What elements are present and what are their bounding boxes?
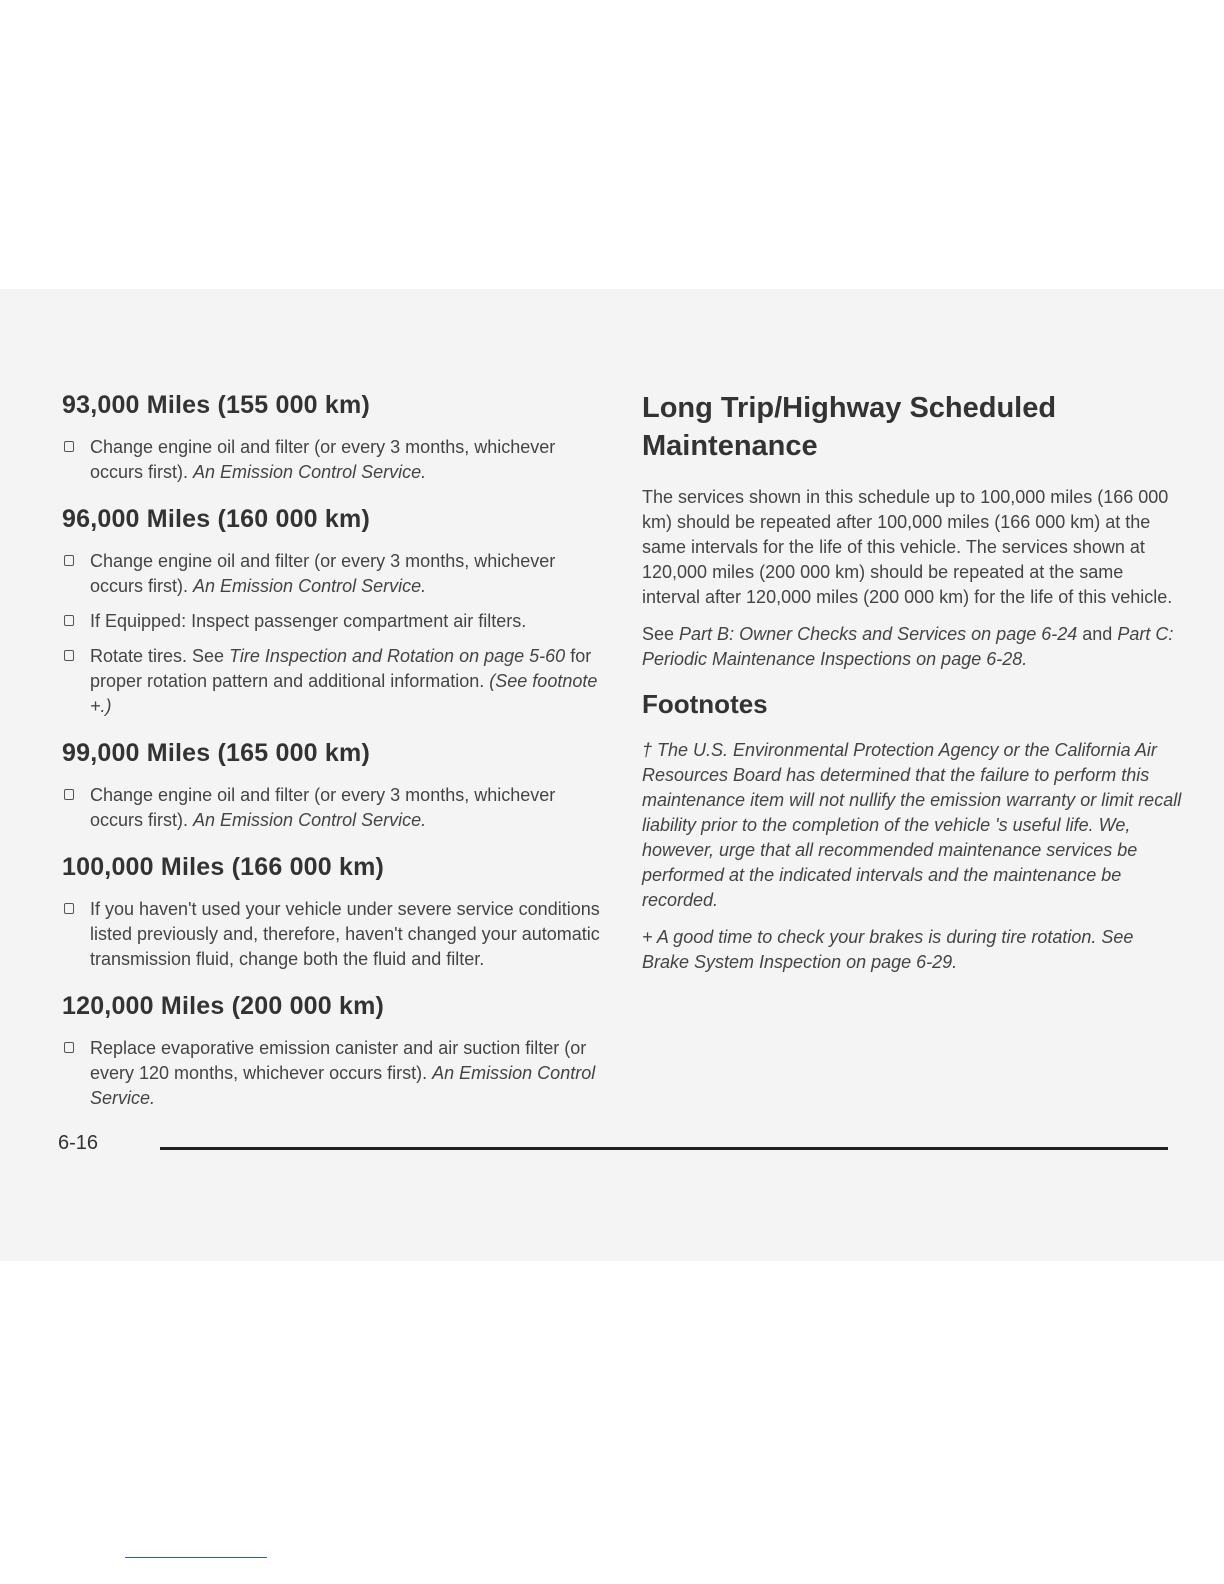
section-heading: 93,000 Miles (155 000 km) xyxy=(62,391,370,419)
checkbox-icon xyxy=(64,1042,74,1053)
checklist-item: If you haven't used your vehicle under severe service conditions listed previously and, therefore, haven't changed your automatic transmission fluid, change both the fluid and filter. xyxy=(62,897,610,972)
footer-rule xyxy=(160,1147,1168,1150)
dagger-footnote: † The U.S. Environmental Protection Agency or the California Air Resources Board has determined that the failure to perform this maintenance item will not nullify the emission warranty or limit recall liability prior to the completion of the vehicle 's useful life. We, however, urge that all recommended maintenance services be performed at the indicated intervals and the maintenance be recorded. xyxy=(642,740,1182,910)
section-heading: 120,000 Miles (200 000 km) xyxy=(62,992,385,1020)
checklist-item: Change engine oil and filter (or every 3 months, whichever occurs first). An Emission Control Service. xyxy=(62,435,610,485)
checklist-item: Rotate tires. See Tire Inspection and Rotation on page 5-60 for proper rotation pattern and additional information. (See footnote +.) xyxy=(62,644,610,719)
right-column xyxy=(642,389,1182,987)
section-99000 xyxy=(62,737,610,833)
see-also-paragraph: See Part B: Owner Checks and Services on page 6-24 and Part C: Periodic Maintenance Inspections on page 6-28. xyxy=(642,624,1174,669)
checklist-item: Change engine oil and filter (or every 3 months, whichever occurs first). An Emission Control Service. xyxy=(62,549,610,599)
footnotes-heading: Footnotes xyxy=(642,689,768,719)
page-number: 6-16 xyxy=(58,1132,99,1154)
bottom-link-underline xyxy=(125,1557,267,1558)
checkbox-icon xyxy=(64,441,74,452)
section-100000 xyxy=(62,851,610,972)
long-trip-title: Long Trip/Highway Scheduled Maintenance xyxy=(642,392,1057,462)
checkbox-icon xyxy=(64,903,74,914)
part-b-link[interactable]: Part B: Owner Checks and Services on page 6-24 xyxy=(679,624,1078,644)
section-heading: 100,000 Miles (166 000 km) xyxy=(62,853,385,881)
checkbox-icon xyxy=(64,615,74,626)
section-96000 xyxy=(62,503,610,719)
cross-reference-link[interactable]: Tire Inspection and Rotation on page 5-60 xyxy=(229,646,566,666)
part-c-link[interactable]: Part C: Periodic Maintenance Inspections on page 6-28. xyxy=(642,624,1174,669)
checklist-item: Change engine oil and filter (or every 3 months, whichever occurs first). An Emission Control Service. xyxy=(62,783,610,833)
section-heading: 96,000 Miles (160 000 km) xyxy=(62,505,370,533)
plus-footnote: + A good time to check your brakes is during tire rotation. See Brake System Inspection on page 6-29. xyxy=(642,927,1134,972)
checkbox-icon xyxy=(64,555,74,566)
section-93000 xyxy=(62,389,610,485)
checklist-item: Replace evaporative emission canister and air suction filter (or every 120 months, whichever occurs first). An Emission Control Service. xyxy=(62,1036,610,1111)
left-column xyxy=(62,389,610,1129)
checkbox-icon xyxy=(64,650,74,661)
manual-page xyxy=(0,289,1224,1261)
checkbox-icon xyxy=(64,789,74,800)
checklist-item: If Equipped: Inspect passenger compartment air filters. xyxy=(62,609,610,634)
section-heading: 99,000 Miles (165 000 km) xyxy=(62,739,370,767)
section-120000 xyxy=(62,990,610,1111)
long-trip-body: The services shown in this schedule up to 100,000 miles (166 000 km) should be repeated after 100,000 miles (166 000 km) at the same intervals for the life of this vehicle. The services shown at 120,000 miles (200 000 km) should be repeated at the same interval after 120,000 miles (200 000 km) for the life of this vehicle. xyxy=(642,487,1173,607)
